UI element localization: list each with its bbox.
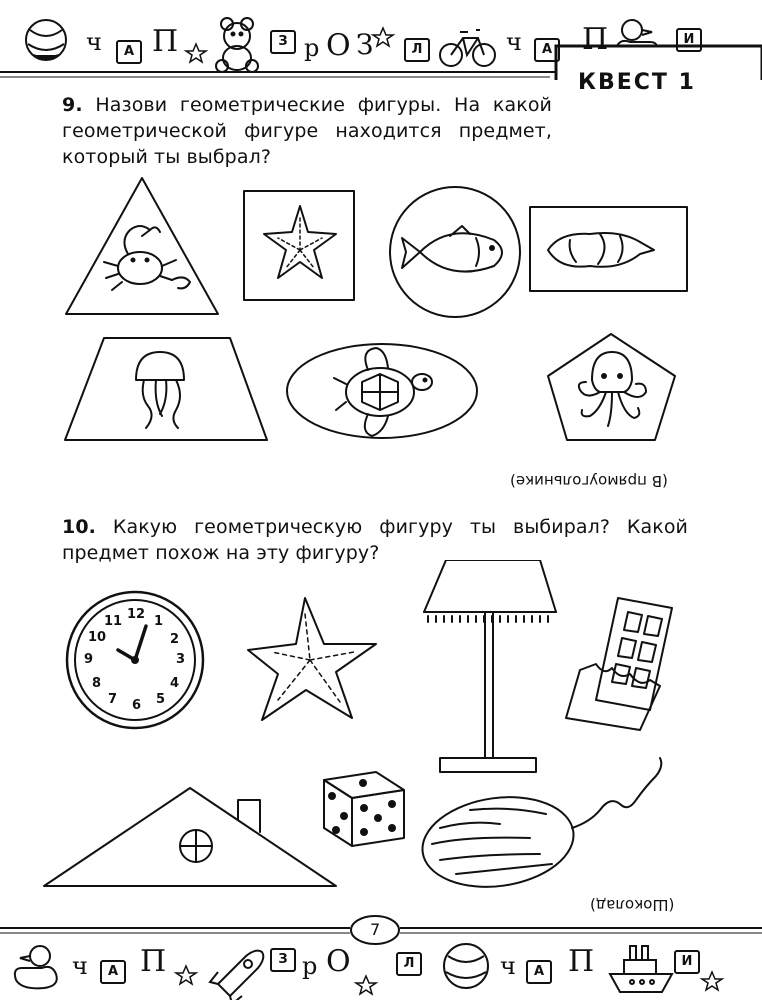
question-text-line: который ты выбрал? — [62, 146, 272, 168]
ship-icon — [610, 946, 672, 992]
starfish-icon — [248, 598, 376, 720]
clock-number: 9 — [84, 652, 94, 667]
clock-number: 2 — [170, 632, 180, 647]
decor-letter-box: И — [674, 950, 700, 974]
top-decor-graphics — [0, 0, 762, 80]
decor-letter-box: З — [270, 948, 296, 972]
lamp-icon — [424, 560, 556, 772]
ball-icon — [444, 944, 488, 988]
jellyfish-icon — [136, 352, 184, 428]
clock-number: 1 — [154, 614, 164, 629]
clock-number: 6 — [132, 698, 142, 713]
clock-number: 10 — [88, 630, 107, 645]
clock-number: 5 — [156, 692, 166, 707]
clock-number: 4 — [170, 676, 180, 691]
pentagon-octopus — [548, 334, 675, 440]
question-text-line: предмет похож на эту фигуру? — [62, 542, 380, 564]
question-text-line: Какую геометрическую фигуру ты выбирал? Какой — [112, 516, 688, 538]
turtle-icon — [334, 348, 432, 436]
ball-icon — [26, 20, 66, 60]
q10-objects — [0, 560, 762, 900]
decor-letter: П — [582, 22, 609, 57]
decor-letter: ч — [72, 952, 88, 980]
teddy-bear-icon — [216, 18, 258, 72]
decor-letter: О — [326, 944, 351, 979]
duck-icon — [15, 946, 57, 988]
clock-number: 8 — [92, 676, 102, 691]
ellipse-turtle — [287, 344, 477, 438]
circle-fish — [390, 187, 520, 317]
decor-letter: О — [326, 28, 351, 63]
decor-letter: ч — [500, 952, 516, 980]
bicycle-icon — [440, 30, 495, 66]
clock-number: 12 — [127, 607, 146, 622]
fish-icon — [402, 226, 502, 272]
trapezoid-jellyfish — [65, 338, 267, 440]
decor-letter-box: А — [526, 960, 552, 984]
question-number: 9. — [62, 94, 83, 116]
question-number: 10. — [62, 516, 96, 538]
rocket-icon — [210, 951, 263, 1000]
decor-letter: П — [152, 24, 179, 59]
octopus-icon — [579, 352, 646, 426]
decor-letter: ч — [86, 28, 102, 56]
decor-letter-box: Л — [404, 38, 430, 62]
q9-answer: (В прямоугольнике) — [510, 472, 668, 490]
clock-number: 7 — [108, 692, 118, 707]
clock-number: 11 — [104, 614, 123, 629]
q10-answer: (Шоколад) — [590, 896, 675, 914]
page-number: 7 — [370, 920, 381, 939]
decor-letter: р — [304, 34, 320, 62]
decor-letter: З — [356, 28, 374, 61]
clock-number: 3 — [176, 652, 186, 667]
quest-label: КВЕСТ 1 — [578, 70, 696, 95]
question-text-line: геометрической фигуре находится предмет, — [62, 120, 552, 142]
square-starfish — [244, 191, 354, 300]
decor-letter-box: А — [100, 960, 126, 984]
melon-icon — [417, 758, 662, 896]
decor-letter-box: А — [116, 40, 142, 64]
decor-letter-box: А — [534, 38, 560, 62]
decor-letter-box: Л — [396, 952, 422, 976]
bottom-decor-graphics — [0, 914, 762, 1000]
decor-letter-box: И — [676, 28, 702, 52]
shell-icon — [548, 233, 654, 267]
rectangle-shell — [530, 207, 687, 291]
decor-letter: ч — [506, 28, 522, 56]
chocolate-icon — [566, 598, 672, 730]
house-icon — [44, 788, 336, 886]
question-9 — [62, 92, 552, 170]
question-10 — [62, 514, 688, 566]
question-text-line: Назови геометрические фигуры. На какой — [95, 94, 552, 116]
crab-icon — [104, 226, 190, 290]
dice-icon — [324, 772, 404, 846]
decor-letter: р — [302, 952, 318, 980]
decor-letter: П — [140, 944, 167, 979]
decor-letter: П — [568, 944, 595, 979]
triangle-crab — [66, 178, 218, 314]
decor-letter-box: З — [270, 30, 296, 54]
